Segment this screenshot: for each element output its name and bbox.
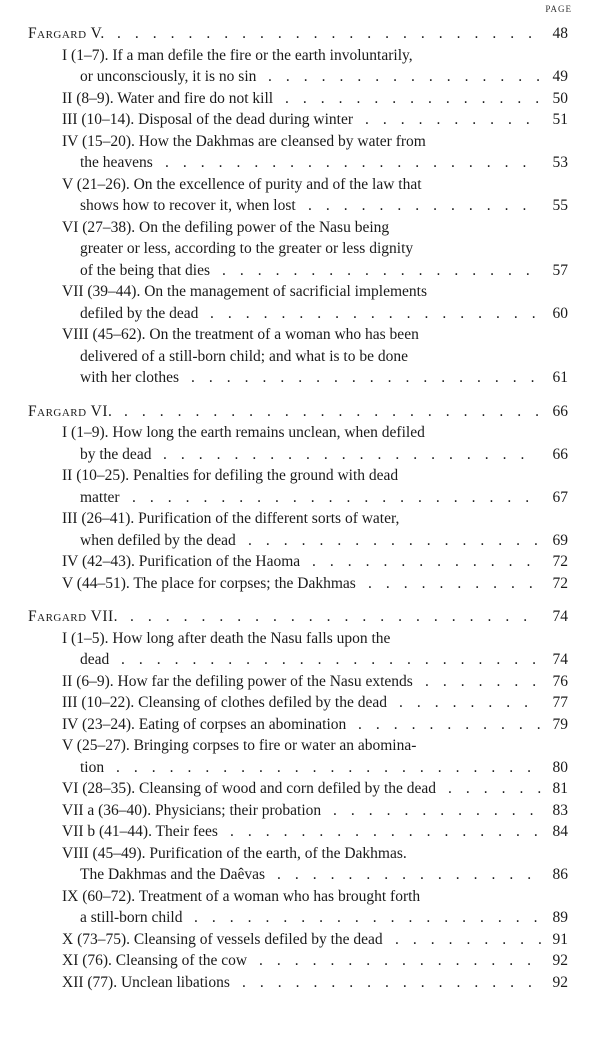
entry-text: VII b (41–44). Their fees <box>62 823 218 840</box>
page-number: 67 <box>552 488 568 506</box>
page-number: 48 <box>552 25 568 42</box>
page-number: 50 <box>552 89 568 107</box>
toc-entry-line <box>0 45 600 67</box>
entry-text: XII (77). Unclean libations <box>62 973 230 991</box>
entry-text: VII (39–44). On the management of sacrificial implements <box>62 283 427 300</box>
entry-text: XI (76). Cleansing of the cow <box>62 952 248 969</box>
entry-text: IV (15–20). How the Dakhmas are cleansed by water from <box>62 132 426 150</box>
page-number: 69 <box>552 531 568 549</box>
toc-entry-line <box>0 800 600 822</box>
dot-leader: ................ <box>259 952 545 969</box>
entry-text: shows how to recover it, when lost <box>80 197 296 214</box>
entry-text: of the being that dies <box>80 261 210 279</box>
toc-entry-line <box>0 88 600 110</box>
section-heading <box>0 401 600 423</box>
entry-text: III (26–41). Purification of the different sorts of water, <box>62 510 400 527</box>
dot-leader: .................. <box>222 261 544 279</box>
dot-leader: ..................... <box>163 445 539 463</box>
dot-leader: ............. <box>312 553 545 570</box>
page-number: 86 <box>552 866 568 883</box>
toc-entry-line <box>0 551 600 573</box>
entry-text: or unconsciously, it is no sin <box>80 68 257 85</box>
page-number: 84 <box>552 823 568 840</box>
dot-leader: ............. <box>308 197 541 214</box>
entry-text: I (1–5). How long after death the Nasu falls upon the <box>62 629 391 647</box>
toc-entry-line <box>0 972 600 994</box>
entry-text: I (1–7). If a man defile the fire or the earth involuntarily, <box>62 46 413 64</box>
toc-entry-line <box>0 671 600 693</box>
toc-entry-line <box>0 628 600 650</box>
page-number: 72 <box>552 574 568 592</box>
toc-entry-line <box>0 714 600 736</box>
entry-text: II (10–25). Penalties for defiling the ground with dead <box>62 467 399 484</box>
dot-leader: .......... <box>365 111 544 128</box>
entry-text: tion <box>80 758 105 776</box>
toc-entry-line <box>0 950 600 972</box>
dot-leader: ........................ <box>121 651 550 668</box>
page-number: 72 <box>552 553 568 570</box>
page-number: 92 <box>552 952 568 969</box>
dot-leader: ....................... <box>132 488 544 506</box>
entry-text: a still-born child <box>80 909 183 926</box>
page-number: 81 <box>552 780 568 797</box>
entry-text: IV (42–43). Purification of the Haoma <box>62 553 301 570</box>
dot-leader: ...... <box>448 780 556 797</box>
section-title: Fargard VI. <box>28 402 113 420</box>
entry-text: V (25–27). Bringing corpses to fire or water an abomina- <box>62 737 417 754</box>
toc-entry-line <box>0 281 600 303</box>
toc-entry-line <box>0 303 600 325</box>
dot-leader: .......... <box>368 574 547 592</box>
toc-entry-line <box>0 864 600 886</box>
toc-entry-line <box>0 929 600 951</box>
toc-entry-line <box>0 260 600 282</box>
toc-entry-line <box>0 465 600 487</box>
section-heading <box>0 23 600 45</box>
page-number: 57 <box>552 261 568 279</box>
page-number: 76 <box>552 672 568 690</box>
dot-leader: ....................... <box>130 608 542 625</box>
page-number: 66 <box>552 445 568 463</box>
entry-text: when defiled by the dead <box>80 531 236 549</box>
toc-entry-line <box>0 757 600 779</box>
toc-entry-line <box>0 66 600 88</box>
entry-text: I (1–9). How long the earth remains unclean, when defiled <box>62 424 425 441</box>
entry-text: VIII (45–62). On the treatment of a woman who has been <box>62 326 419 343</box>
toc-entry-line <box>0 649 600 671</box>
entry-text: VI (27–38). On the defiling power of the Nasu being <box>62 218 390 236</box>
entry-text: the heavens <box>80 154 153 171</box>
dot-leader: ........................ <box>124 402 553 420</box>
page-number: 51 <box>552 111 568 128</box>
dot-leader: ..................... <box>165 154 541 171</box>
entry-text: III (10–14). Disposal of the dead during winter <box>62 111 353 128</box>
toc-entry-line <box>0 217 600 239</box>
entry-text: X (73–75). Cleansing of vessels defiled by the dead <box>62 930 383 948</box>
toc-entry-line <box>0 131 600 153</box>
dot-leader: ................. <box>248 531 552 549</box>
entry-text: dead <box>80 651 110 668</box>
entry-text: matter <box>80 488 120 506</box>
toc-entry-line <box>0 530 600 552</box>
entry-text: IV (23–24). Eating of corpses an abomination <box>62 715 347 733</box>
page-number: 80 <box>552 758 568 776</box>
dot-leader: ......... <box>395 930 556 948</box>
page-number: 66 <box>552 402 568 420</box>
toc-entry-line <box>0 843 600 865</box>
entry-text: IX (60–72). Treatment of a woman who has brought forth <box>62 887 421 905</box>
toc-entry-line <box>0 174 600 196</box>
toc-entry-line <box>0 346 600 368</box>
section-gap <box>0 594 600 606</box>
dot-leader: ....... <box>425 672 551 690</box>
toc-entry-line <box>0 109 600 131</box>
toc-entry-line <box>0 692 600 714</box>
section-heading <box>0 606 600 628</box>
dot-leader: ............ <box>333 801 548 819</box>
entry-text: with her clothes <box>80 369 180 386</box>
toc-entry-line <box>0 778 600 800</box>
toc-entry-line <box>0 573 600 595</box>
dot-leader: ........................ <box>116 758 545 776</box>
toc-entry-line <box>0 152 600 174</box>
entry-text: The Dakhmas and the Daêvas <box>80 866 266 883</box>
page-number: 77 <box>552 694 568 711</box>
dot-leader: .................. <box>230 823 552 840</box>
page-number: 74 <box>552 651 568 668</box>
entry-text: greater or less, according to the greater or less dignity <box>80 240 414 257</box>
toc-entry-line <box>0 367 600 389</box>
page-number: 49 <box>552 68 568 85</box>
entry-text: VIII (45–49). Purification of the earth, of the Dakhmas. <box>62 844 407 862</box>
dot-leader: ............... <box>277 866 546 883</box>
toc-entry-line <box>0 195 600 217</box>
section-title: Fargard V. <box>28 25 105 42</box>
entry-text: II (8–9). Water and fire do not kill <box>62 89 274 107</box>
entry-text: by the dead <box>80 445 152 463</box>
entry-text: delivered of a still-born child; and what is to be done <box>80 347 408 365</box>
page-number: 60 <box>552 304 568 322</box>
toc-entry-line <box>0 886 600 908</box>
entry-text: VII a (36–40). Physicians; their probation <box>62 801 322 819</box>
page-number: 83 <box>552 801 568 819</box>
entry-text: defiled by the dead <box>80 304 199 322</box>
page-number: 91 <box>552 930 568 948</box>
toc-entry-line <box>0 238 600 260</box>
page-number: 79 <box>552 715 568 733</box>
page-number: 55 <box>552 197 568 214</box>
toc-entry-line <box>0 324 600 346</box>
dot-leader: .................... <box>191 369 549 386</box>
dot-leader: ........... <box>358 715 555 733</box>
dot-leader: ................ <box>268 68 554 85</box>
dot-leader: ................... <box>210 304 550 322</box>
page-number: 61 <box>552 369 568 386</box>
toc-entry-line <box>0 444 600 466</box>
entry-text: V (21–26). On the excellence of purity and of the law that <box>62 175 422 193</box>
page-column-header: PAGE <box>545 4 572 14</box>
entry-text: III (10–22). Cleansing of clothes defiled by the dead <box>62 694 387 711</box>
dot-leader: ........ <box>399 694 542 711</box>
section-gap <box>0 389 600 401</box>
page-number: 53 <box>552 154 568 171</box>
page-number: 89 <box>552 909 568 926</box>
dot-leader: ........................ <box>117 25 546 42</box>
entry-text: II (6–9). How far the defiling power of the Nasu extends <box>62 672 413 690</box>
table-of-contents <box>0 23 600 993</box>
entry-text: VI (28–35). Cleansing of wood and corn defiled by the dead <box>62 780 437 797</box>
section-title: Fargard VII. <box>28 608 119 625</box>
dot-leader: ............... <box>285 89 554 107</box>
dot-leader: ................. <box>242 973 546 991</box>
toc-entry-line <box>0 422 600 444</box>
page-number: 92 <box>552 973 568 991</box>
toc-entry-line <box>0 487 600 509</box>
page-number: 74 <box>552 608 568 625</box>
entry-text: V (44–51). The place for corpses; the Dakhmas <box>62 574 356 592</box>
dot-leader: .................... <box>194 909 552 926</box>
toc-entry-line <box>0 735 600 757</box>
toc-entry-line <box>0 821 600 843</box>
toc-entry-line <box>0 508 600 530</box>
toc-entry-line <box>0 907 600 929</box>
